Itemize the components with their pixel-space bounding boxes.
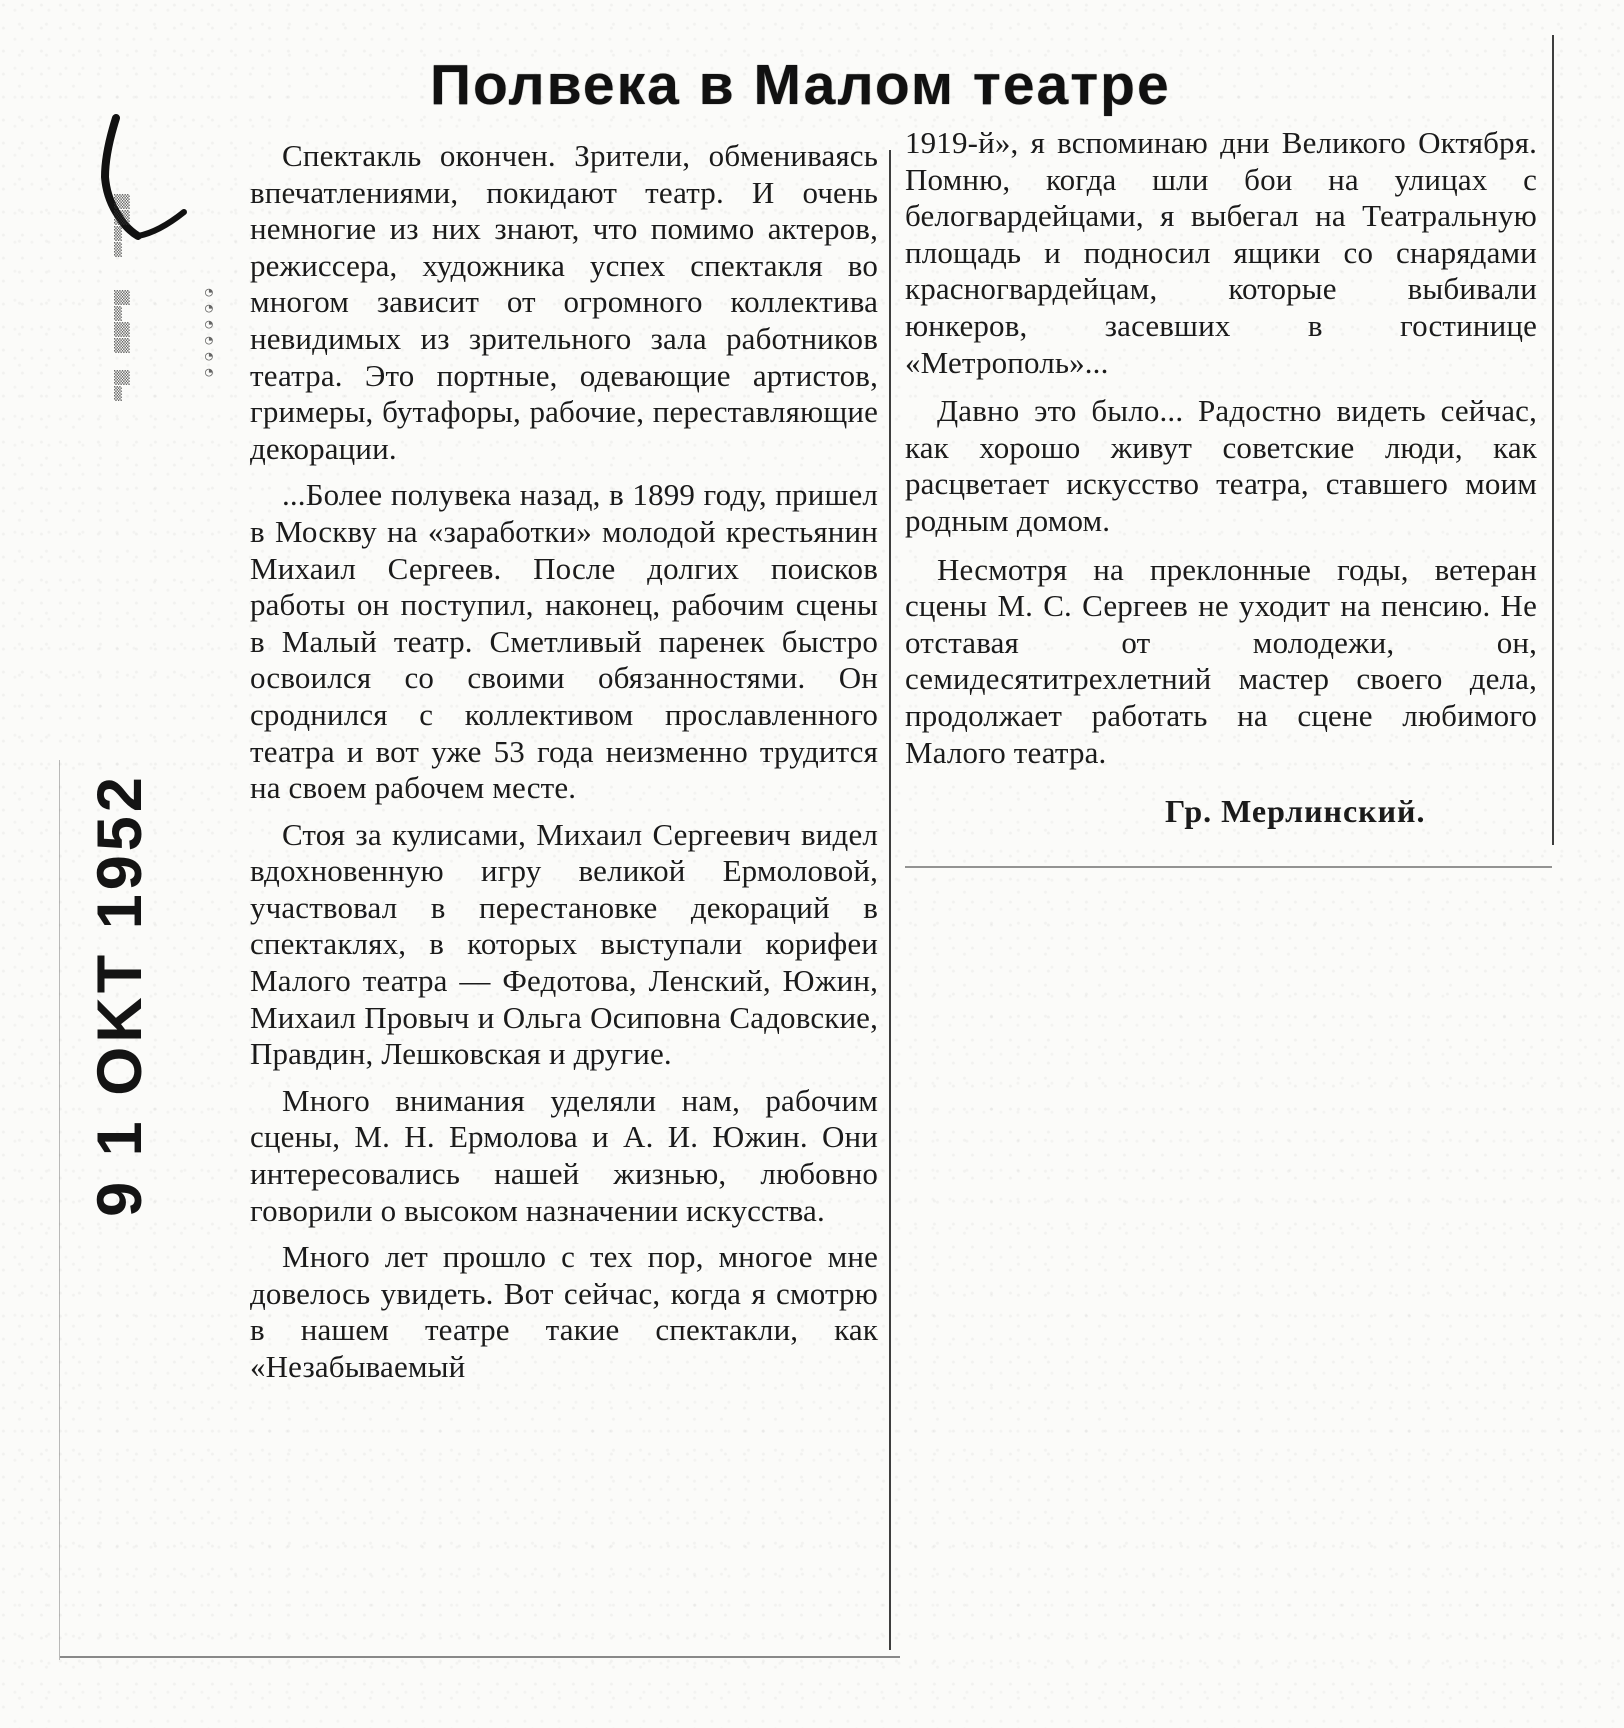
article-paragraph: 1919-й», я вспоминаю дни Великого Октября. Помню, когда шли бои на улицах с белогвардейцами, я выбегал на Театральную площадь и подносил ящики со снарядами красногвардейцам, которые выбивали юнкеров, засевших в гостинице «Метрополь»... [905,125,1537,380]
article-headline: Полвека в Малом театре [430,53,1171,117]
faded-edge-print: ◔ ◔ ◔ ◔ ◔ ◔ [205,285,213,380]
clipping-edge-right [1552,35,1554,845]
article-paragraph: Стоя за кулисами, Михаил Сергеевич видел вдохновенную игру великой Ермоловой, участвовал в перестановке декораций в спектаклях, в которых выступали корифеи Малого театра — Федотова, Ленский, Южин, Михаил Провыч и Ольга Осиповна Садовские, Правдин, Лешковская и другие. [250,816,878,1072]
clipping-edge-bottom [905,866,1552,868]
article-paragraph: Много лет прошло с тех пор, многое мне довелось увидеть. Вот сейчас, когда я смотрю в нашем театре такие спектакли, как «Незабываемый [250,1239,878,1384]
author-signature: Гр. Мерлинский. [1165,793,1426,829]
article-paragraph: Несмотря на преклонные годы, ветеран сцены М. С. Сергеев не уходит на пенсию. Не отставая от молодежи, он, семидесятитрехлетний мастер своего дела, продолжает работать на сцене любимого Малого театра. [905,551,1537,770]
column-divider [889,150,891,1650]
article-paragraph: ...Более полувека назад, в 1899 году, пришел в Москву на «заработки» молодой крестьянин Михаил Сергеев. После долгих поисков работы он поступил, наконец, рабочим сцены в Малый театр. Сметливый паренек быстро освоился со своими обязанностями. Он сроднился с коллективом прославленного театра и вот уже 53 года неизменно трудится на своем рабочем месте. [250,477,878,806]
faded-edge-print: ▒▒ ▒▒ ▒ ▒ ▒▒ ▒ ▒▒ ▒▒ ▒▒ ▒ [114,195,130,402]
article-paragraph: Спектакль окончен. Зрители, обмениваясь впечатлениями, покидают театр. И очень немногие из них знают, что помимо актеров, режиссера, художника успех спектакля во многом зависит от огромного коллектива невидимых из зрительного зала работников театра. Это портные, одевающие артистов, гримеры, бутафоры, рабочие, переставляющие декорации. [250,138,878,466]
article-column-right [905,125,1537,783]
date-stamp: 9 1 OKT 1952 [85,773,155,1217]
clipping-edge-left [59,760,60,1660]
article-column-left [250,138,878,1396]
clipping-edge-bottom-left [60,1656,900,1658]
article-paragraph: Давно это было... Радостно видеть сейчас, как хорошо живут советские люди, как расцветает искусство театра, ставшего моим родным домом. [905,393,1537,538]
pencil-check-mark [98,112,193,257]
article-paragraph: Много внимания уделяли нам, рабочим сцены, М. Н. Ермолова и А. И. Южин. Они интересовались нашей жизнью, любовно говорили о высоком назначении искусства. [250,1082,878,1228]
